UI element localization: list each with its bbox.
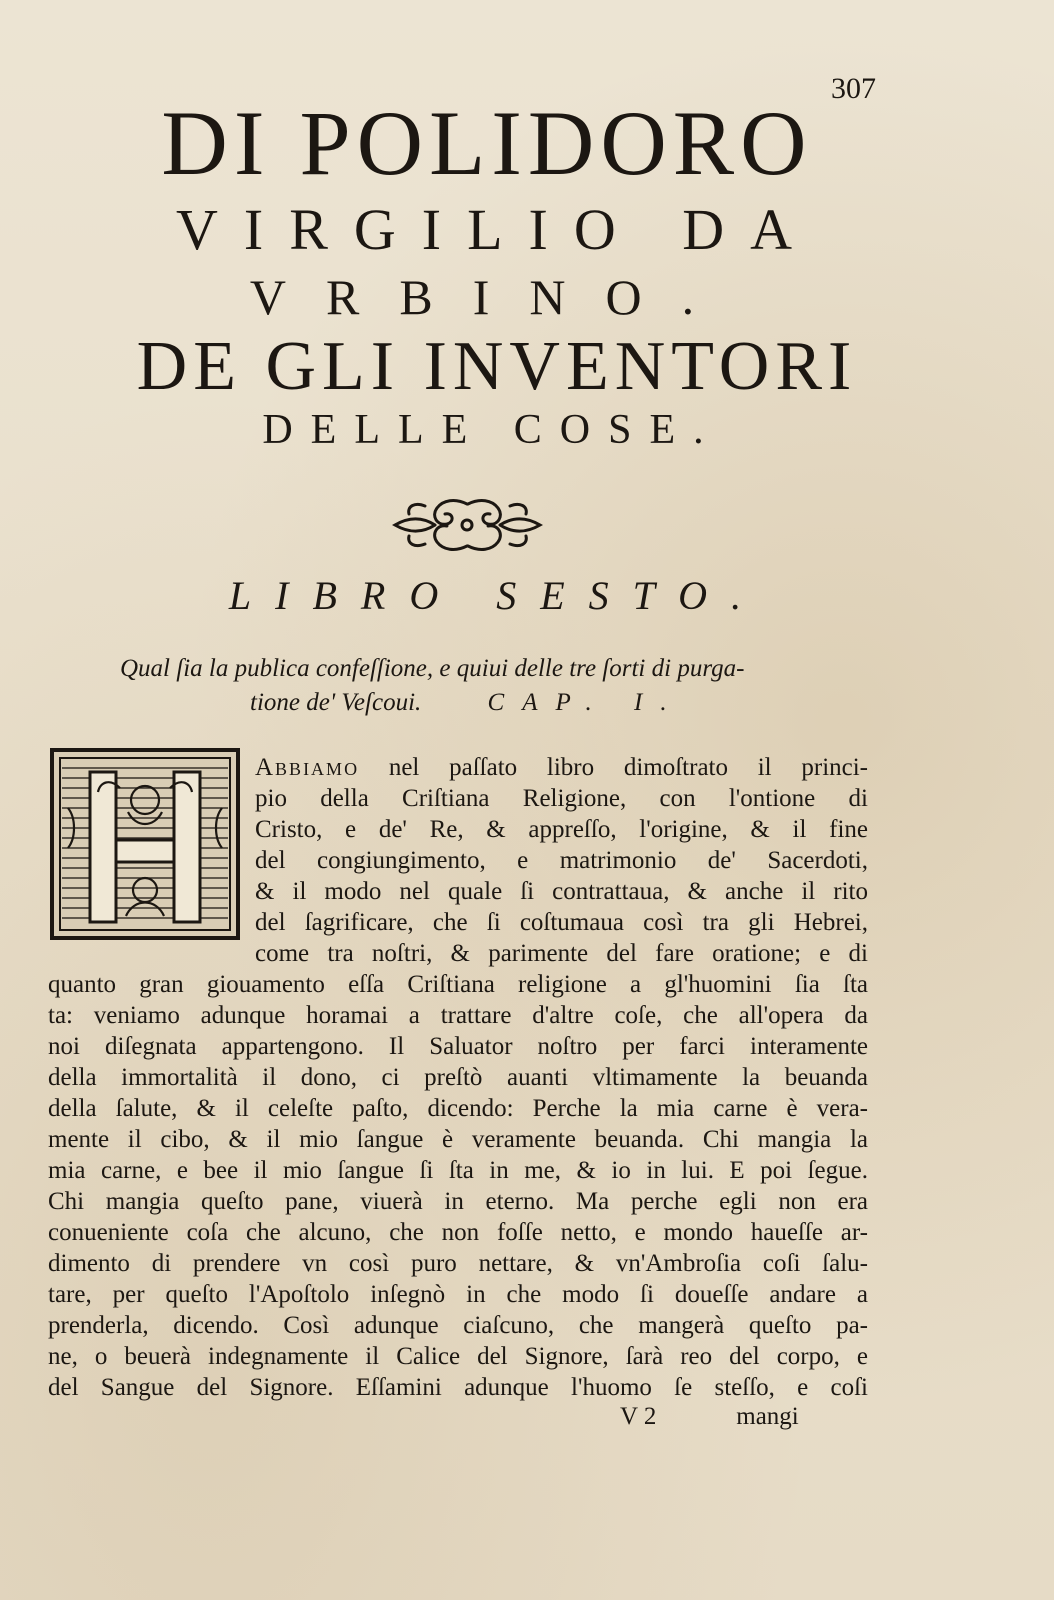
body-line: mia carne, e bee il mio ſangue ſi ſta in me, & io in lui. E poi ſegue. bbox=[48, 1157, 868, 1184]
body-line: ta: veniamo adunque horamai a trattare d'altre coſe, che all'opera da bbox=[48, 1002, 868, 1029]
body-line: pio della Criſtiana Religione, con l'ontione di bbox=[255, 785, 868, 812]
body-line: conueniente coſa che alcuno, che non foſſe netto, e mondo haueſſe ar- bbox=[48, 1219, 868, 1246]
title-line-5: DELLE COSE. bbox=[262, 407, 722, 453]
title-line-1: DI POLIDORO bbox=[161, 92, 813, 194]
book-heading: LIBRO SESTO. bbox=[228, 573, 766, 618]
title-block bbox=[0, 92, 1054, 455]
chapter-label: CAP. I. bbox=[487, 689, 685, 716]
body-line: della immortalità il dono, ci preſtò auanti vltimamente la beuanda bbox=[48, 1064, 868, 1091]
opening-word: Abbiamo bbox=[255, 754, 360, 781]
body-line bbox=[255, 752, 868, 783]
body-line: prenderla, dicendo. Così adunque ciaſcuno, che mangerà queſto pa- bbox=[48, 1312, 868, 1339]
body-line-text: nel paſſato libro dimoſtrato il princi- bbox=[388, 754, 869, 781]
page-number: 307 bbox=[831, 72, 876, 105]
chapter-heading bbox=[120, 652, 860, 720]
chapter-heading-line-2: tione de' Veſcoui. bbox=[250, 689, 422, 716]
body-line: ne, o beuerà indegnamente il Calice del Signore, ſarà reo del corpo, e bbox=[48, 1343, 868, 1370]
title-line-4: DE GLI INVENTORI bbox=[136, 328, 858, 405]
body-line: della ſalute, & il celeſte paſto, dicendo: Perche la mia carne è vera- bbox=[48, 1095, 868, 1122]
body-line: & il modo nel quale ſi contrattaua, & anche il rito bbox=[255, 878, 868, 905]
chapter-heading-line-1: Qual ſia la publica confeſſione, e quiui delle tre ſorti di purga- bbox=[120, 655, 745, 682]
body-line: del Sangue del Signore. Eſſamini adunque l'huomo ſe steſſo, e coſi bbox=[48, 1374, 868, 1401]
body-line: del congiungimento, e matrimonio de' Sacerdoti, bbox=[255, 847, 868, 874]
body-line: del ſagrificare, che ſi coſtumaua così tra gli Hebrei, bbox=[255, 909, 868, 936]
catchword: mangi bbox=[736, 1403, 799, 1430]
body-text bbox=[48, 752, 868, 1403]
body-line: tare, per queſto l'Apoſtolo inſegnò in che modo ſi doueſſe andare a bbox=[48, 1281, 868, 1308]
body-line: Chi mangia queſto pane, viuerà in eterno. Ma perche egli non era bbox=[48, 1188, 868, 1215]
chapter-heading-line-2-wrap bbox=[120, 686, 860, 720]
title-line-2: VIRGILIO DA bbox=[176, 197, 818, 262]
body-line: Cristo, e de' Re, & appreſſo, l'origine, & il fine bbox=[255, 816, 868, 843]
body-line: quanto gran giouamento eſſa Criſtiana religione a gl'huomini ſia ſta bbox=[48, 971, 868, 998]
footer bbox=[620, 1403, 860, 1431]
body-line: mente il cibo, & il mio ſangue è veramente beuanda. Chi mangia la bbox=[48, 1126, 868, 1153]
body-line: come tra noſtri, & parimente del fare oratione; e di bbox=[255, 940, 868, 967]
body-line: dimento di prendere vn così puro nettare, & vn'Ambroſia coſi ſalu- bbox=[48, 1250, 868, 1277]
ornament-icon bbox=[385, 496, 550, 554]
title-line-3: VRBINO. bbox=[249, 269, 735, 325]
body-line: noi diſegnata appartengono. Il Saluator noſtro per farci interamente bbox=[48, 1033, 868, 1060]
signature-mark: V 2 bbox=[620, 1403, 657, 1430]
